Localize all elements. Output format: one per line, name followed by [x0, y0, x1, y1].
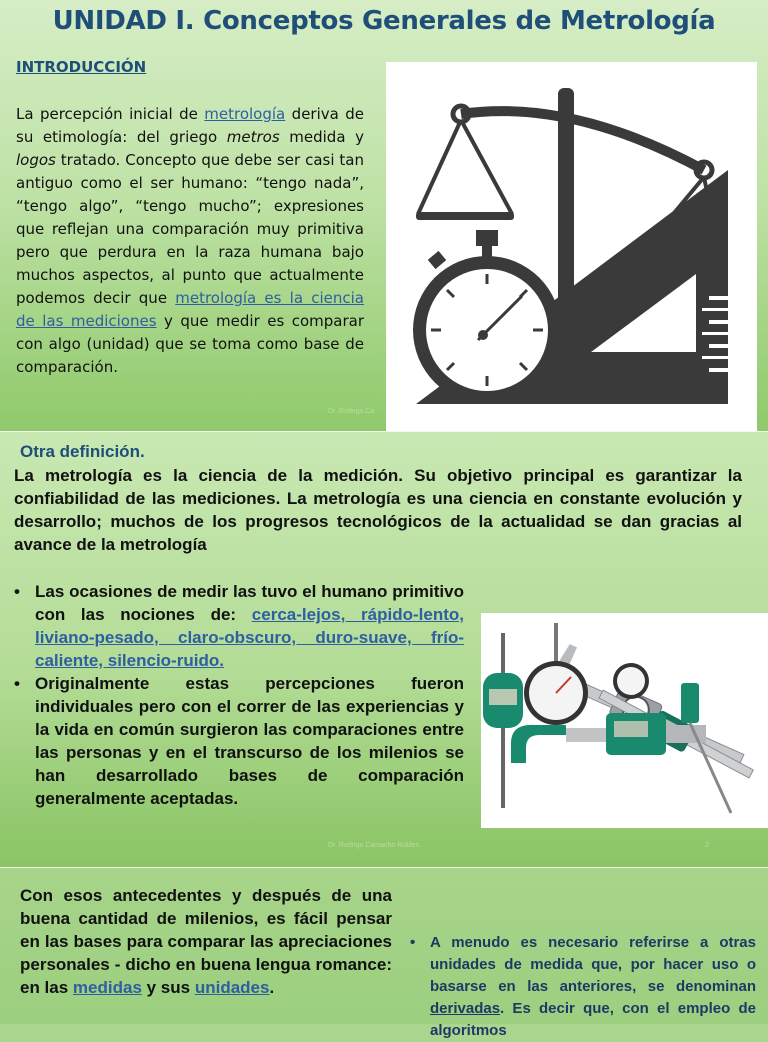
list-item: • Originalmente estas percepciones fueron individuales pero con el correr de las experiencias y la vida en común surgieron las comparaciones entre las personas y en el transcurso de los milenios se han desarrollado bases de comparación generalmente aceptadas. — [14, 672, 464, 810]
slide-3 — [0, 868, 768, 1039]
footer-author: Dr. Rodrigo Ca — [328, 408, 375, 415]
slide-1 — [0, 0, 768, 432]
definition-paragraph: La metrología es la ciencia de la medición. Su objetivo principal es garantizar la confiabilidad de las mediciones. La metrología es una ciencia en constante evolución y desarrollo; muchos de los progresos tecnológicos de la actualidad se dan gracias al avance de la metrología — [14, 466, 742, 554]
unidades-link[interactable]: unidades — [194, 978, 270, 997]
bullet-list — [14, 580, 464, 810]
antecedentes-paragraph: Con esos antecedentes y después de una buena cantidad de milenios, es fácil pensar en las bases para comparar las apreciaciones personales - dicho en buena lengua romance: en las medidas y sus unidades. — [20, 886, 392, 997]
medidas-link[interactable]: medidas — [72, 978, 142, 997]
introduccion-heading[interactable]: INTRODUCCIÓN — [16, 58, 147, 76]
slide-2 — [0, 432, 768, 868]
measuring-instruments-photo — [481, 613, 768, 828]
nociones-link[interactable]: cerca-lejos, rápido-lento, liviano-pesado, claro-obscuro, duro-suave, frío-caliente, silencio-ruido. — [35, 605, 464, 670]
page-number: 2 — [705, 842, 709, 849]
otra-definicion-heading: Otra definición. — [20, 442, 145, 461]
derivadas-list — [410, 932, 756, 1042]
metrologia-link[interactable]: metrología — [204, 105, 286, 123]
intro-paragraph: La percepción inicial de metrología deriva de su etimología: del griego metros medida y logos tratado. Concepto que debe ser casi tan antiguo como el ser humano: “tengo nada”, “tengo algo”, “tengo mucho”; expresiones que reflejan una comparación muy primitiva pero que perdura en la raza humana bajo muchos aspectos, al punto que actualmente podemos decir que metrología es la ciencia de las mediciones y que medir es comparar con algo (unidad) que se toma como base de comparación. — [16, 105, 364, 376]
list-item: • A menudo es necesario referirse a otras unidades de medida que, por hacer uso o basarse en las anteriores, se denominan derivadas. Es decir que, con el empleo de algoritmos — [410, 932, 756, 1042]
scale-stopwatch-square-icon — [386, 62, 757, 432]
footer-author: Dr. Rodrigo Camacho Robles — [328, 842, 420, 849]
list-item: • Las ocasiones de medir las tuvo el humano primitivo con las nociones de: cerca-lejos, rápido-lento, liviano-pesado, claro-obscuro, duro-suave, frío-caliente, silencio-ruido. — [14, 580, 464, 672]
metrologia-ciencia-link[interactable]: metrología es la ciencia de las mediciones — [16, 289, 364, 330]
slide-title: UNIDAD I. Conceptos Generales de Metrología — [52, 6, 716, 36]
derivadas-link[interactable]: derivadas — [430, 1000, 501, 1017]
